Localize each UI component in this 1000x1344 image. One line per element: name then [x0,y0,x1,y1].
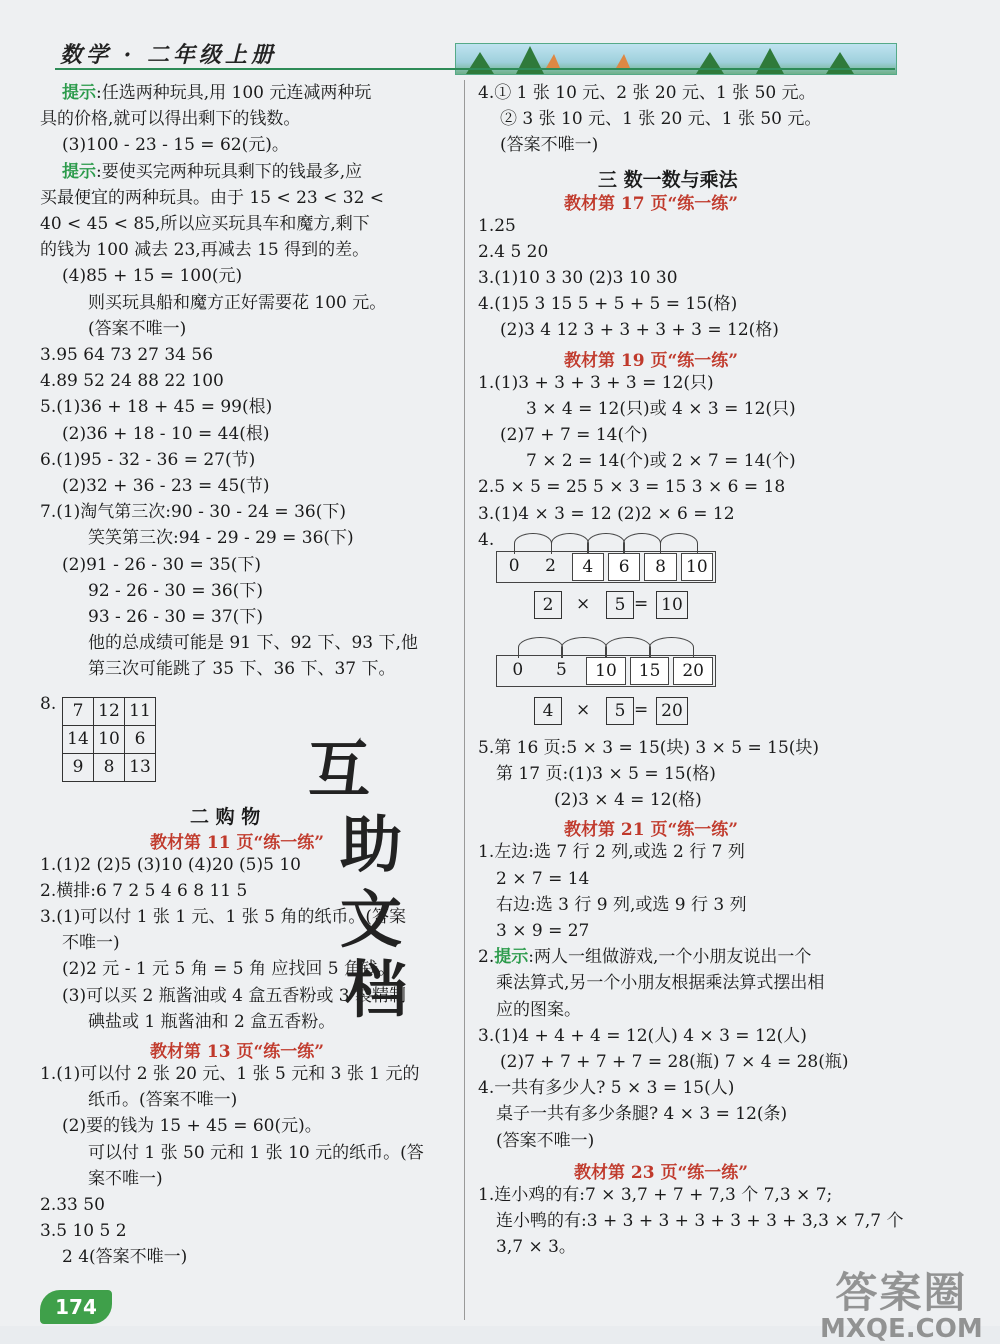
handwritten-character: 文 [340,883,403,956]
column-divider [464,80,465,1320]
answer-line: 5.(1)36 + 18 + 45 = 99(根) [40,397,273,418]
answer-line: 4.(1)5 3 15 5 + 5 + 5 = 15(格) [478,294,738,315]
answer-line: 第 17 页:(1)3 × 5 = 15(格) [496,764,716,784]
answer-line: 2 4(答案不唯一) [62,1247,188,1268]
grid-cell: 6 [125,725,156,753]
answer-line: 3 × 4 = 12(只)或 4 × 3 = 12(只) [526,398,796,419]
answer-line: 3.(1)10 3 30 (2)3 10 30 [478,268,678,288]
answer-line: 7 × 2 = 14(个)或 2 × 7 = 14(个) [526,451,796,472]
section-title-multiplication: 三 数一数与乘法 [598,168,738,191]
number-line-value: 6 [608,553,640,581]
answer-line: 40 < 45 < 85,所以应买玩具车和魔方,剩下 [40,214,370,234]
answer-line: 4.① 1 张 10 元、2 张 20 元、1 张 50 元。 [478,83,816,103]
answer-line [62,161,362,183]
grid-cell: 12 [94,697,125,725]
hint-label: 提示 [494,947,529,968]
equation-box: 2 [534,591,562,619]
answer-line: 1.连小鸡的有:7 × 3,7 + 7 + 7,3 个 7,3 × 7; [478,1184,833,1205]
jump-arc [649,637,695,658]
handwritten-character: 互 [308,733,371,806]
answer-line: 3.(1)4 + 4 + 4 = 12(人) 4 × 3 = 12(人) [478,1025,807,1046]
answer-line: 买最便宜的两种玩具。由于 15 < 23 < 32 < [40,187,385,208]
answer-line: 3.5 10 5 2 [40,1221,127,1242]
grid-row [63,725,156,753]
answer-line: (2)91 - 26 - 30 = 35(下) [62,554,262,575]
grid-cell: 13 [125,753,156,781]
answer-line: 7.(1)淘气第三次:90 - 30 - 24 = 36(下) [40,502,346,523]
jump-arc [587,533,625,554]
site-watermark [820,1260,983,1344]
grid-cell: 8 [94,753,125,781]
answer-line: 应的图案。 [496,999,581,1020]
grid-cell: 11 [125,697,156,725]
grid-cell: 9 [63,753,94,781]
answer-line: (2)3 × 4 = 12(格) [554,790,702,811]
grid-cell: 10 [94,725,125,753]
subtitle-page-23: 教材第 23 页“练一练” [574,1162,749,1183]
answer-line: 他的总成绩可能是 91 下、92 下、93 下,他 [88,633,418,654]
answer-line: 93 - 26 - 30 = 37(下) [88,607,263,627]
number-line-value: 15 [630,657,670,685]
equation-operator: × [576,593,591,614]
answer-line: 右边:选 3 行 9 列,或选 9 行 3 列 [496,894,747,915]
page-number: 174 [40,1290,112,1324]
question-4-label: 4. [478,529,495,550]
header-banner-image [455,43,897,75]
answer-line: ② 3 张 10 元、1 张 20 元、1 张 50 元。 [500,109,822,130]
subtitle-page-21: 教材第 21 页“练一练” [564,820,739,841]
number-line-value: 5 [555,659,567,680]
line-text: :任选两种玩具,用 100 元连减两种玩 [96,83,372,103]
answer-line: 3.(1)可以付 1 张 1 元、1 张 5 角的纸币。(答案 [40,907,407,927]
grid-cell: 7 [63,697,94,725]
answer-line: (2)2 元 - 1 元 5 角 = 5 角 应找回 5 角钱。 [62,959,395,980]
number-line-value: 0 [512,659,524,680]
equation-box: 4 [534,697,562,725]
answer-line: 案不唯一) [88,1168,163,1189]
answer-line: 5.第 16 页:5 × 3 = 15(块) 3 × 5 = 15(块) [478,737,820,758]
answer-line: 则买玩具船和魔方正好需要花 100 元。 [88,292,387,313]
answer-line: 乘法算式,另一个小朋友根据乘法算式摆出相 [496,973,825,994]
answer-line: (2)要的钱为 15 + 45 = 60(元)。 [62,1116,322,1137]
jump-arc [514,533,552,554]
answer-line: 具的价格,就可以得出剩下的钱数。 [40,109,301,130]
handwritten-character: 档 [345,953,408,1026]
watermark-line2: MXQE.COM [820,1314,983,1344]
grid-row [63,697,156,725]
jump-arc [605,637,651,658]
line-text: :要使买完两种玩具剩下的钱最多,应 [96,161,363,182]
answer-line: 可以付 1 张 50 元和 1 张 10 元的纸币。(答 [88,1142,424,1163]
number-line-value: 20 [673,657,713,685]
handwritten-character: 助 [340,808,403,881]
grid-cell: 14 [63,725,94,753]
answer-line: (4)85 + 15 = 100(元) [62,266,243,287]
answer-line: 1.(1)3 + 3 + 3 + 3 = 12(只) [478,372,714,393]
number-line-value: 0 [508,555,520,576]
answer-line: 碘盐或 1 瓶酱油和 2 盒五香粉。 [88,1011,336,1032]
page-header [0,0,1000,80]
answer-line: 的钱为 100 减去 23,再减去 15 得到的差。 [40,240,370,261]
answer-line: 4.89 52 24 88 22 100 [40,371,224,392]
equation-box: 20 [656,697,688,725]
answer-line: 桌子一共有多少条腿? 4 × 3 = 12(条) [496,1104,788,1125]
answer-line: 6.(1)95 - 32 - 36 = 27(节) [40,449,256,470]
equation-operator: × [576,699,591,720]
number-line-value: 10 [586,657,626,685]
answer-line: 不唯一) [62,933,120,954]
jump-arc [623,533,661,554]
answer-line: (2)3 4 12 3 + 3 + 3 + 3 = 12(格) [500,320,779,341]
answer-line: 2.横排:6 7 2 5 4 6 8 11 5 [40,880,248,901]
line-prefix: 2. [478,947,495,968]
watermark-line1: 答案圈 [835,1268,968,1317]
subtitle-page-19: 教材第 19 页“练一练” [564,350,739,371]
answer-line: (答案不唯一) [496,1130,595,1151]
hint-label: 提示 [62,161,96,182]
answer-line: 2.4 5 20 [478,241,549,262]
answer-line: 笑笑第三次:94 - 29 - 29 = 36(下) [88,528,354,549]
answer-line: 纸币。(答案不唯一) [88,1090,238,1111]
line-text: :两人一组做游戏,一个小朋友说出一个 [528,947,812,968]
question-8-label: 8. [40,693,57,714]
answer-line: (3)可以买 2 瓶酱油或 4 盒五香粉或 3 袋精制 [62,985,406,1006]
section-title-shopping: 二 购 物 [190,805,261,828]
jump-arc [660,533,698,554]
answer-line: 1.左边:选 7 行 2 列,或选 2 行 7 列 [478,842,745,863]
jump-arc [518,637,564,658]
equation-box: 10 [656,591,688,619]
answer-line [478,946,811,968]
subtitle-page-17: 教材第 17 页“练一练” [564,193,739,214]
subtitle-page-11: 教材第 11 页“练一练” [150,832,325,853]
equation-box: 5 [606,697,634,725]
answer-line: (答案不唯一) [88,318,187,339]
answer-line: 3 × 9 = 27 [496,921,590,941]
equation-operator: = [634,699,649,720]
answer-line: 2 × 7 = 14 [496,868,590,889]
number-line-value: 10 [681,553,713,581]
answer-line: 2.5 × 5 = 25 5 × 3 = 15 3 × 6 = 18 [478,477,786,498]
answer-line: 2.33 50 [40,1195,105,1215]
number-line-value: 4 [572,553,604,581]
answer-line: 4.一共有多少人? 5 × 3 = 15(人) [478,1078,735,1099]
answer-line: (2)36 + 18 - 10 = 44(根) [62,423,270,444]
answer-line: (答案不唯一) [500,135,599,156]
answer-line: 1.(1)可以付 2 张 20 元、1 张 5 元和 3 张 1 元的 [40,1064,420,1084]
answer-line: (2)32 + 36 - 23 = 45(节) [62,476,270,496]
answer-line: (3)100 - 23 - 15 = 62(元)。 [62,135,289,156]
subtitle-page-13: 教材第 13 页“练一练” [150,1042,325,1062]
answer-line: 第三次可能跳了 35 下、36 下、37 下。 [88,659,396,680]
answer-line [62,82,371,104]
answer-line: 1.25 [478,215,516,236]
answer-line: 3,7 × 3。 [496,1237,576,1258]
answer-line: (2)7 + 7 = 14(个) [500,425,648,445]
number-line-value: 8 [644,553,676,581]
answer-line: 1.(1)2 (2)5 (3)10 (4)20 (5)5 10 [40,854,301,875]
answer-line: 连小鸭的有:3 + 3 + 3 + 3 + 3 + 3 + 3,3 × 7,7 个 [496,1211,904,1231]
answer-line: (2)7 + 7 + 7 + 7 = 28(瓶) 7 × 4 = 28(瓶) [500,1052,849,1072]
header-title: 数学 · 二年级上册 [60,42,277,68]
answer-line: 92 - 26 - 30 = 36(下) [88,580,263,601]
hint-label: 提示 [62,83,96,103]
number-line-value: 2 [545,555,556,576]
answer-line: 3.(1)4 × 3 = 12 (2)2 × 6 = 12 [478,503,735,524]
magic-square-grid [62,697,156,782]
equation-operator: = [634,593,649,614]
answer-line: 3.95 64 73 27 34 56 [40,345,214,365]
grid-row [63,753,156,781]
header-rule [55,68,895,70]
jump-arc [561,637,607,658]
jump-arc [551,533,589,554]
equation-box: 5 [606,591,634,619]
